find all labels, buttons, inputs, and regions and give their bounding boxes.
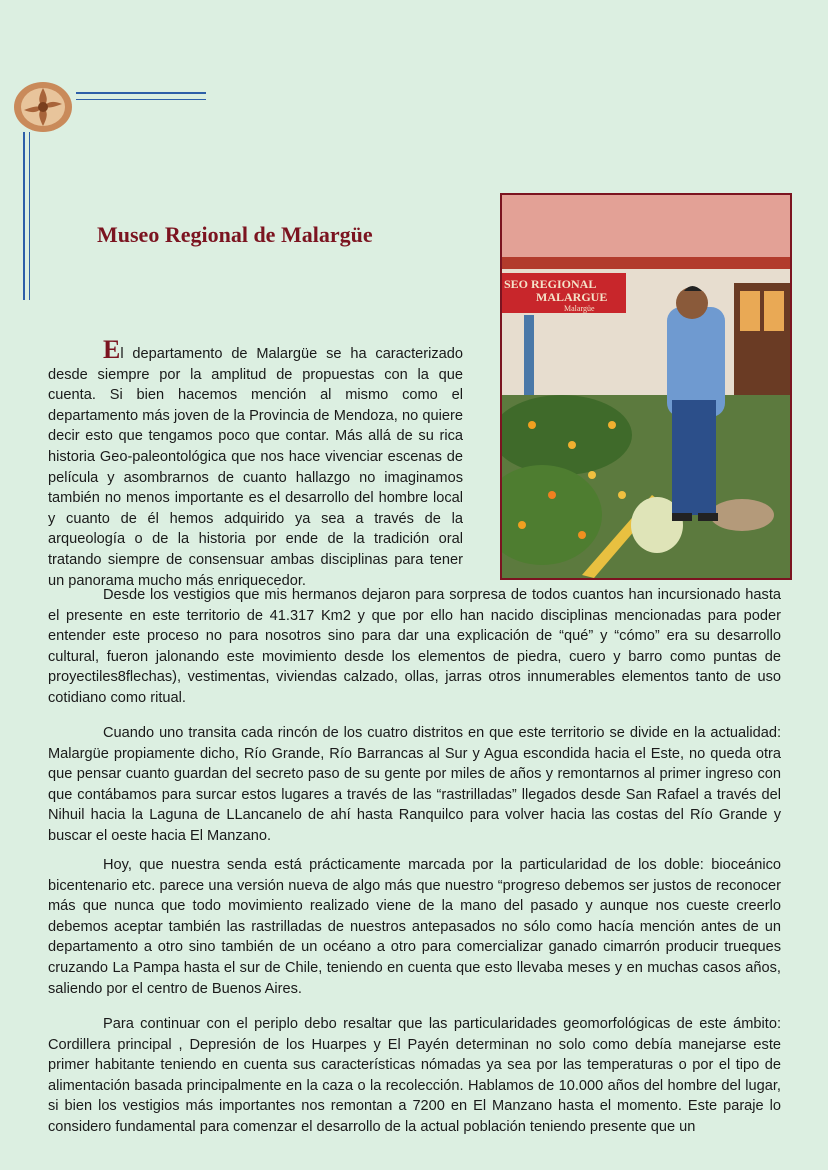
side-rule (23, 132, 30, 300)
top-rule (76, 92, 206, 100)
paragraph-5-text: Para continuar con el periplo debo resaltar que las particularidades geomorfológicas de este ámbito: Cordillera principal , Depresión de los Huarpes y El Payén determinan no solo como debía manejarse este primer habitante teniendo en cuenta sus características nómadas ya sea por las temperaturas o por el tipo de alimentación basada principalmente en la caza o la recolección. Hablamos de 10.000 años del hombre del lugar, si bien los vestigios más importantes nos remontan a 7200 en El Manzano hasta el momento. Este paraje lo considero fundamental para comenzar el desarrollo de la actual población teniendo presente que un (48, 1016, 781, 1135)
sign-line-2: MALARGUE (536, 290, 608, 304)
paragraph-2-text: Desde los vestigios que mis hermanos dejaron para sorpresa de todos cuantos han incursionado hasta el presente en este territorio de 41.317 Km2 y que por ello han nacido disciplinas mencionadas para poder entender este proceso no para nosotros sino para dar una explicación de “qué” y “cómo” era su desarrollo cultural, fueron jalonando este movimiento desde los elementos de piedra, cuero y barro como puntas de proyectiles8flechas), vestimentas, viviendas calzado, ollas, jarras otros innumerables elementos tanto de uso cotidiano como ritual. (48, 587, 781, 706)
page-title: Museo Regional de Malargüe (97, 222, 373, 247)
paragraph-2 (48, 585, 781, 709)
paragraph-4-text: Hoy, que nuestra senda está prácticamente marcada por la particularidad de los doble: bioceánico bicentenario etc. parece una versión nueva de algo más que nuestro “progreso debemos ser justos de reconocer más que nunca que todo movimiento realizado viene de la mano del pasado y aunque nos cueste creerlo debemos aceptar también las rastrilladas de nuestros antepasados no sólo como hacía mención antes de un departamento a otro sino también de un océano a otro para comercializar ganado cimarrón producir trueques cruzando La Pampa hasta el sur de Chile, teniendo en cuenta que esto llevaba meses y en muchas casos años, saliendo por el centro de Buenos Aires. (48, 857, 781, 997)
paragraph-4 (48, 855, 781, 999)
paragraph-3-text: Cuando uno transita cada rincón de los cuatro distritos en que este territorio se divide en la actualidad: Malargüe propiamente dicho, Río Grande, Río Barrancas al Sur y Agua escondida hacia el Este, no queda otra que pensar cuanto guardan del secreto paso de su gente por miles de años y remontarnos al primer ingreso con que contábamos para surcar estos lugares a través de las “rastrilladas” llegados desde San Rafael a través del Nihuil hacia la Laguna de LLancanelo de ahí hasta Ranquilco para volver hacia las costas del Río Grande y buscar el oeste hacia El Manzano. (48, 725, 781, 844)
paragraph-5 (48, 1014, 781, 1138)
drop-cap: E (103, 335, 121, 364)
paragraph-intro (48, 335, 463, 591)
sign-line-3: Malargüe (564, 304, 595, 313)
sign-line-1: SEO REGIONAL (504, 277, 597, 291)
museum-photo (500, 193, 792, 580)
paragraph-3 (48, 723, 781, 847)
flower-ornament-icon (12, 80, 74, 134)
paragraph-intro-text: l departamento de Malargüe se ha caracterizado desde siempre por la amplitud de propuestas con la que cuenta. Si bien hacemos mención al mismo como el departamento más joven de la Provincia de Mendoza, no quiere decir esto que tengamos poco que contar. Más allá de su rica historia Geo-paleontológica que nos hace vivenciar escenas de película y asombrarnos de cuanto hallazgo no imaginamos también no menos importante es el desarrollo del hombre local y cuanto de él hemos adquirido ya sea a través de la arqueología o de la historia por ende de la tradición oral tratando siempre de consensuar ambas disciplinas para tener un panorama mucho más enriquecedor. (48, 346, 463, 589)
